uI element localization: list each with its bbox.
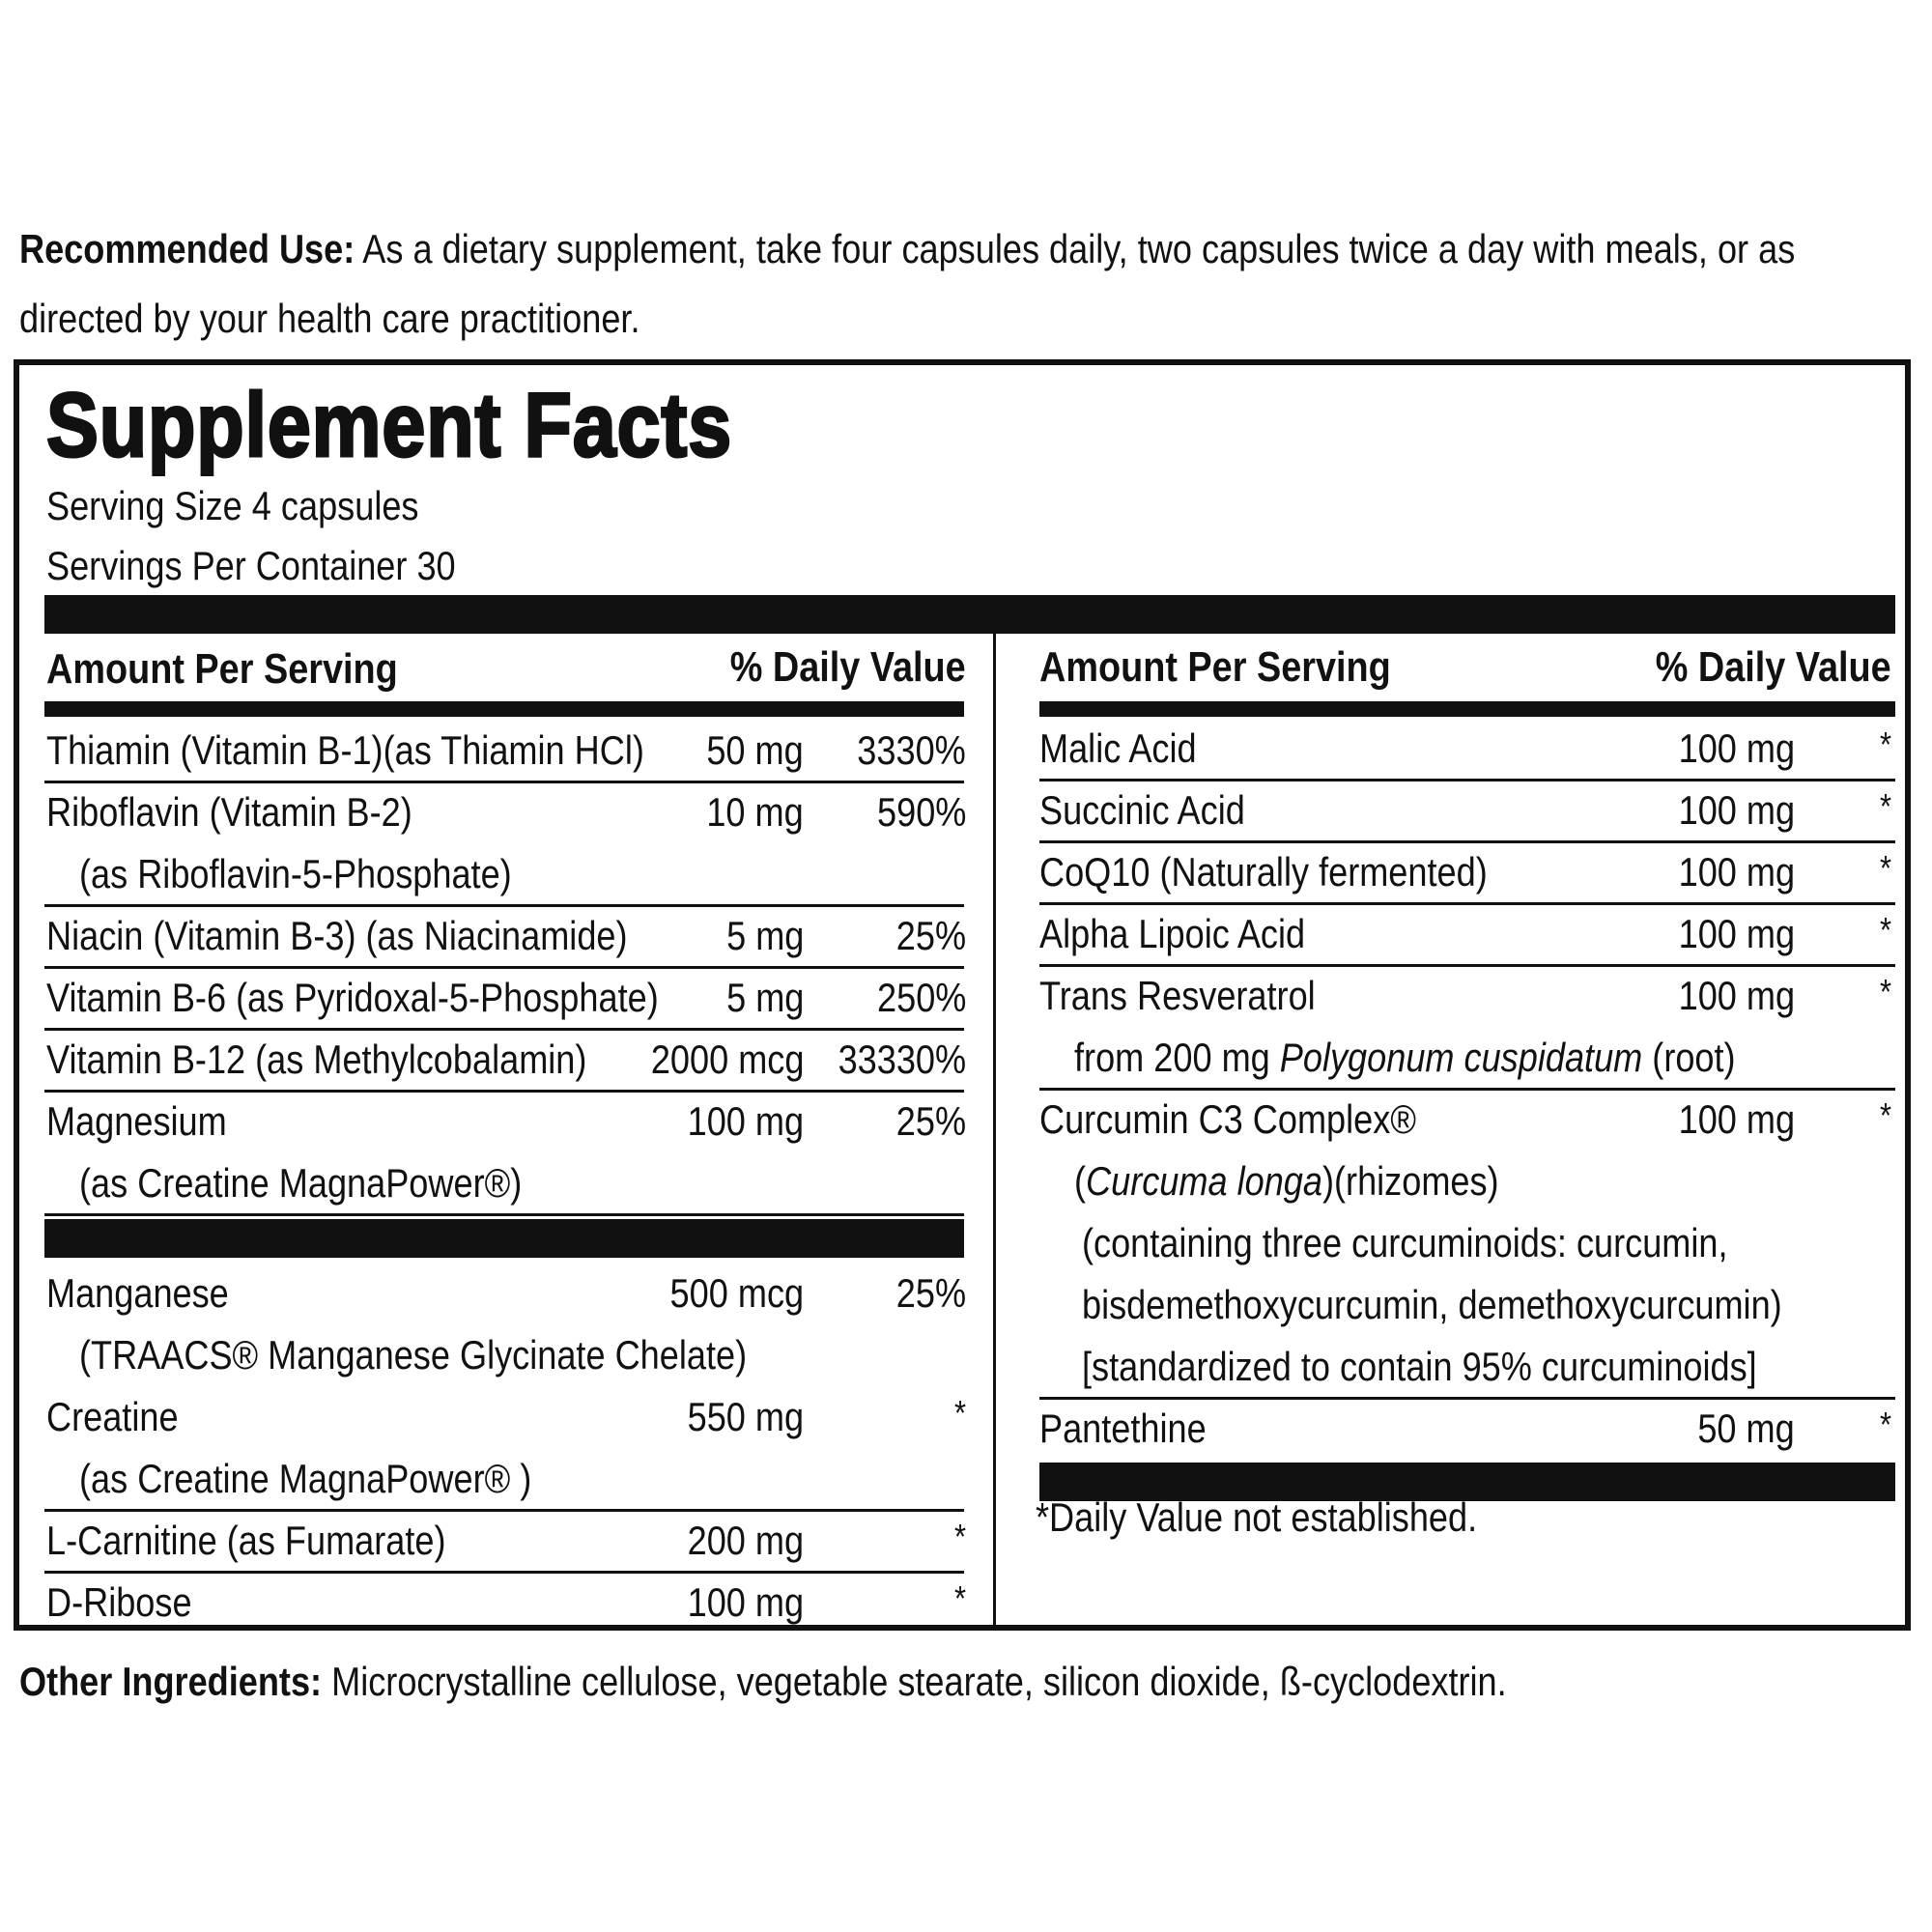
nutrient-name-text: Vitamin B-6 (as Pyridoxal-5-Phosphate) xyxy=(46,975,659,1020)
nutrient-name-text: Magnesium xyxy=(46,1098,227,1144)
nutrient-name xyxy=(46,721,742,781)
nutrient-daily-value xyxy=(885,906,966,966)
nutrient-name xyxy=(46,968,758,1028)
left-header-amount: Amount Per Serving xyxy=(46,645,398,693)
nutrient-daily-value xyxy=(839,721,966,781)
other-ingredients xyxy=(19,1652,1748,1712)
nutrient-daily-value xyxy=(952,1567,966,1629)
servings-per-container: Servings Per Container 30 xyxy=(46,543,456,588)
nutrient-daily-value-text: 25% xyxy=(895,1098,966,1144)
nutrient-name xyxy=(1039,904,1349,964)
nutrient-amount xyxy=(691,782,804,842)
nutrient-subtext-line: (TRAACS® Manganese Glycinate Chelate) xyxy=(79,1332,748,1378)
nutrient-amount-text: 100 mg xyxy=(1678,725,1795,771)
nutrient-name-text: CoQ10 (Naturally fermented) xyxy=(1039,849,1488,895)
nutrient-subtext-line: (as Riboflavin-5-Phosphate) xyxy=(79,851,512,896)
nutrient-name-text: Curcumin C3 Complex® xyxy=(1039,1096,1416,1142)
nutrient-subtext-line: (as Creatine MagnaPower®) xyxy=(79,1160,523,1206)
nutrient-subtext xyxy=(1082,1275,1896,1335)
nutrient-amount xyxy=(1682,1399,1795,1459)
nutrient-name xyxy=(46,1511,511,1571)
right-header-amount: Amount Per Serving xyxy=(1039,643,1391,691)
nutrient-subtext xyxy=(79,1449,606,1509)
nutrient-daily-value xyxy=(952,1381,966,1443)
nutrient-name xyxy=(46,906,722,966)
nutrient-amount xyxy=(668,1092,804,1151)
nutrient-daily-value xyxy=(1878,1393,1891,1455)
nutrient-amount xyxy=(648,1264,804,1323)
nutrient-subtext-line: (as Creatine MagnaPower® ) xyxy=(79,1456,532,1501)
nutrient-subtext-line: (containing three curcuminoids: curcumin, xyxy=(1082,1220,1728,1265)
nutrient-name-text: Thiamin (Vitamin B-1)(as Thiamin HCl) xyxy=(46,727,644,773)
nutrient-name-text: Malic Acid xyxy=(1039,725,1197,771)
nutrient-daily-value-text: 250% xyxy=(876,975,966,1020)
header-divider-right xyxy=(1039,701,1895,717)
recommended-use-label: Recommended Use: xyxy=(19,226,355,271)
nutrient-amount xyxy=(668,1387,804,1447)
nutrient-daily-value-text: 25% xyxy=(895,913,966,958)
column-divider xyxy=(993,634,996,1625)
nutrient-name-text: Riboflavin (Vitamin B-2) xyxy=(46,789,412,835)
nutrient-daily-value-text: * xyxy=(953,1393,966,1433)
nutrient-daily-value-text: * xyxy=(1879,786,1891,826)
nutrient-daily-value xyxy=(1878,775,1891,837)
nutrient-amount xyxy=(668,1511,804,1571)
nutrient-name-text: D-Ribose xyxy=(46,1579,192,1625)
nutrient-daily-value xyxy=(817,1030,966,1090)
nutrient-amount-text: 500 mcg xyxy=(669,1270,804,1316)
nutrient-daily-value-text: * xyxy=(953,1517,966,1556)
nutrient-name-text: Succinic Acid xyxy=(1039,787,1245,833)
nutrient-daily-value xyxy=(1878,837,1891,898)
nutrient-amount-text: 100 mg xyxy=(1678,973,1795,1018)
nutrient-daily-value-text: 590% xyxy=(876,789,966,835)
nutrient-subtext-line: (Curcuma longa)(rhizomes) xyxy=(1074,1158,1499,1204)
left-header-dv: % Daily Value xyxy=(730,643,966,691)
row-divider xyxy=(44,1213,964,1216)
nutrient-amount xyxy=(1660,719,1795,779)
nutrient-name xyxy=(1039,719,1222,779)
nutrient-name xyxy=(46,1387,200,1447)
nutrient-amount-text: 50 mg xyxy=(706,727,804,773)
nutrient-amount xyxy=(714,968,804,1028)
nutrient-daily-value xyxy=(952,1505,966,1567)
nutrient-name-text: L-Carnitine (as Fumarate) xyxy=(46,1518,446,1563)
nutrient-name-text: Alpha Lipoic Acid xyxy=(1039,911,1306,956)
nutrient-amount-text: 50 mg xyxy=(1697,1406,1795,1451)
right-header-dv: % Daily Value xyxy=(1656,643,1891,691)
nutrient-amount-text: 10 mg xyxy=(706,789,804,835)
nutrient-amount xyxy=(714,906,804,966)
nutrient-amount xyxy=(1660,1090,1795,1150)
nutrient-daily-value-text: * xyxy=(1879,1405,1891,1444)
nutrient-amount-text: 100 mg xyxy=(1678,849,1795,895)
nutrient-daily-value-text: 3330% xyxy=(857,727,966,773)
nutrient-name xyxy=(46,782,471,842)
nutrient-amount-text: 100 mg xyxy=(687,1579,804,1625)
nutrient-subtext-line: [standardized to contain 95% curcuminoids] xyxy=(1082,1344,1757,1389)
nutrient-daily-value-text: * xyxy=(1879,724,1891,764)
nutrient-amount xyxy=(1660,781,1795,840)
nutrient-name xyxy=(1039,1399,1234,1459)
nutrient-name-text: Creatine xyxy=(46,1394,179,1439)
nutrient-amount xyxy=(1660,842,1795,902)
nutrient-daily-value xyxy=(1878,898,1891,960)
nutrient-name xyxy=(46,1030,675,1090)
serving-size: Serving Size 4 capsules xyxy=(46,483,419,528)
nutrient-amount-text: 550 mg xyxy=(687,1394,804,1439)
nutrient-subtext xyxy=(1074,1028,1843,1088)
nutrient-daily-value-text: * xyxy=(1879,848,1891,888)
header-divider-left xyxy=(44,701,964,717)
nutrient-daily-value-text: * xyxy=(1879,910,1891,950)
nutrient-subtext-line: from 200 mg Polygonum cuspidatum (root) xyxy=(1074,1035,1736,1080)
footnote: *Daily Value not established. xyxy=(1036,1494,1478,1540)
nutrient-amount xyxy=(1660,966,1795,1026)
nutrient-name-text: Vitamin B-12 (as Methylcobalamin) xyxy=(46,1037,587,1082)
nutrient-amount xyxy=(691,721,804,781)
nutrient-daily-value xyxy=(1878,713,1891,775)
nutrient-subtext xyxy=(1074,1151,1568,1211)
nutrient-daily-value-text: * xyxy=(1879,1095,1891,1135)
other-ingredients-text: Microcrystalline cellulose, vegetable stearate, silicon dioxide, ß-cyclodextrin. xyxy=(331,1659,1507,1704)
recommended-use-line-1 xyxy=(19,214,1795,284)
nutrient-amount-text: 100 mg xyxy=(1678,911,1795,956)
nutrient-daily-value xyxy=(885,1264,966,1323)
nutrient-name xyxy=(46,1092,256,1151)
nutrient-daily-value xyxy=(863,782,966,842)
nutrient-name xyxy=(1039,966,1360,1026)
nutrient-daily-value-text: 25% xyxy=(895,1270,966,1316)
nutrient-daily-value xyxy=(1878,1084,1891,1146)
nutrient-subtext xyxy=(79,844,582,904)
nutrient-amount xyxy=(626,1030,804,1090)
nutrient-amount-text: 100 mg xyxy=(687,1098,804,1144)
nutrient-name xyxy=(1039,1090,1477,1150)
nutrient-daily-value xyxy=(863,968,966,1028)
nutrient-daily-value-text: * xyxy=(1879,972,1891,1011)
nutrient-name-text: Manganese xyxy=(46,1270,229,1316)
nutrient-name xyxy=(46,1264,259,1323)
nutrient-amount-text: 2000 mcg xyxy=(650,1037,804,1082)
nutrient-name-text: Trans Resveratrol xyxy=(1039,973,1316,1018)
nutrient-subtext xyxy=(79,1325,856,1385)
nutrient-name xyxy=(1039,781,1278,840)
nutrient-name xyxy=(1039,842,1560,902)
thick-divider-top xyxy=(44,595,1895,634)
nutrient-daily-value xyxy=(1878,960,1891,1022)
nutrient-amount-text: 5 mg xyxy=(725,913,804,958)
nutrient-amount xyxy=(668,1573,804,1633)
nutrient-daily-value-text: 33330% xyxy=(838,1037,966,1082)
nutrient-subtext xyxy=(79,1153,594,1213)
recommended-use-line-2: directed by your health care practitioner. xyxy=(19,296,640,341)
nutrient-amount-text: 200 mg xyxy=(687,1518,804,1563)
nutrient-daily-value-text: * xyxy=(953,1578,966,1618)
nutrient-subtext xyxy=(1082,1337,1866,1397)
nutrient-name-text: Pantethine xyxy=(1039,1406,1207,1451)
nutrient-name xyxy=(46,1573,215,1633)
other-ingredients-label: Other Ingredients: xyxy=(19,1659,323,1704)
nutrient-amount-text: 5 mg xyxy=(725,975,804,1020)
facts-title: Supplement Facts xyxy=(46,374,733,475)
nutrient-subtext-line: bisdemethoxycurcumin, demethoxycurcumin) xyxy=(1082,1282,1782,1327)
nutrient-subtext xyxy=(1082,1213,1833,1273)
nutrient-daily-value xyxy=(885,1092,966,1151)
nutrient-amount-text: 100 mg xyxy=(1678,1096,1795,1142)
recommended-use-text-1: As a dietary supplement, take four capsules daily, two capsules twice a day with meals, or as xyxy=(362,226,1796,271)
section-divider-bar xyxy=(44,1219,964,1258)
nutrient-amount-text: 100 mg xyxy=(1678,787,1795,833)
nutrient-amount xyxy=(1660,904,1795,964)
nutrient-name-text: Niacin (Vitamin B-3) (as Niacinamide) xyxy=(46,913,628,958)
